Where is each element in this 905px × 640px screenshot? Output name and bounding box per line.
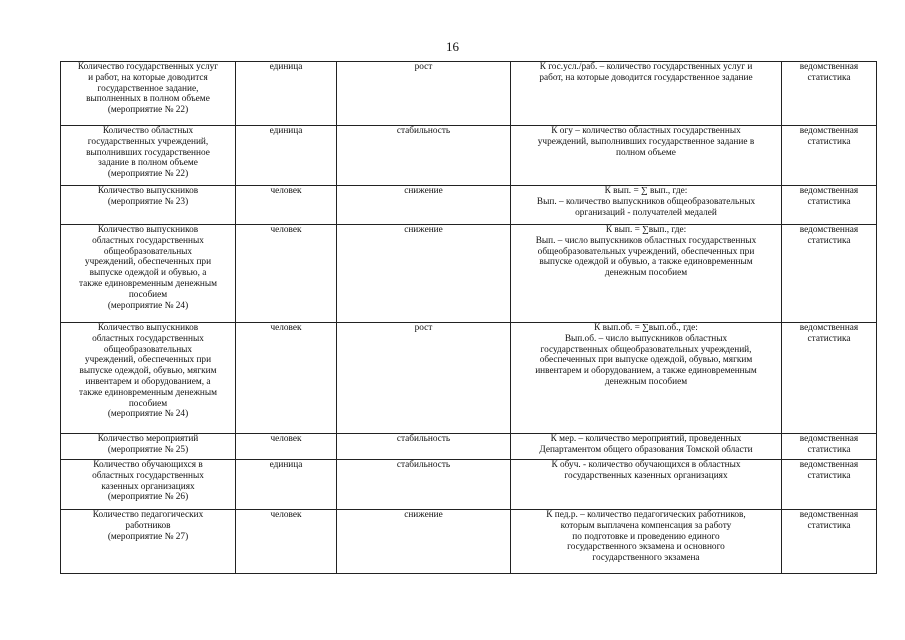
source-cell: ведомственная статистика xyxy=(782,460,877,510)
indicator-name-line: работников xyxy=(125,520,171,531)
indicator-name-line: также единовременным денежным xyxy=(79,278,217,289)
indicator-name-cell xyxy=(61,323,236,434)
indicator-name-line: (мероприятие № 23) xyxy=(107,196,189,207)
unit-cell: единица xyxy=(236,460,337,510)
calculation-cell xyxy=(511,510,782,574)
table-row xyxy=(61,510,877,574)
indicator-name-cell xyxy=(61,225,236,323)
indicator-name-line: (мероприятие № 24) xyxy=(107,409,189,420)
calculation-line: Вып.об. – число выпускников областных xyxy=(564,333,728,344)
calculation-line: полном объеме xyxy=(616,147,676,158)
calculation-line: инвентарем и оборудованием, а также единовременным xyxy=(535,366,757,377)
calculation-line: государственных общеобразовательных учреждений, xyxy=(540,344,752,355)
calculation-line: обеспеченных при выпуске одеждой, обувью, мягким xyxy=(539,355,753,366)
indicator-name-line: выполненных в полном объеме xyxy=(86,94,210,105)
indicator-name-line: (мероприятие № 22) xyxy=(107,105,189,116)
table-row xyxy=(61,323,877,434)
calculation-cell xyxy=(511,62,782,126)
unit-cell: человек xyxy=(236,510,337,574)
dynamics-cell: стабильность xyxy=(337,126,511,186)
indicator-name-cell xyxy=(61,186,236,225)
calculation-line: К вып.об. = ∑вып.об., где: xyxy=(594,323,698,333)
source-cell: ведомственная статистика xyxy=(782,62,877,126)
calculation-line: К гос.усл./раб. – количество государственных услуг и xyxy=(539,62,753,72)
indicator-name-line: задание в полном объеме xyxy=(98,158,198,169)
indicator-name-line: казенных организациях xyxy=(101,481,195,492)
indicator-name-line: государственных учреждений, xyxy=(87,136,209,147)
calculation-line: учреждений, выполнивших государственное задание в xyxy=(537,136,755,147)
calculation-line: К огу – количество областных государственных xyxy=(551,126,741,136)
table-row xyxy=(61,460,877,510)
indicator-name-line: областных государственных xyxy=(92,470,204,481)
calculation-line: выпуске одеждой и обувью, а также единовременным xyxy=(539,257,753,268)
calculation-cell xyxy=(511,323,782,434)
indicator-name-line: Количество выпускников xyxy=(97,186,199,196)
indicator-name-line: (мероприятие № 26) xyxy=(107,492,189,503)
source-cell: ведомственная статистика xyxy=(782,434,877,460)
indicator-name-line: (мероприятие № 27) xyxy=(107,531,189,542)
indicator-name-line: также единовременным денежным xyxy=(79,387,217,398)
source-cell: ведомственная статистика xyxy=(782,510,877,574)
dynamics-cell: снижение xyxy=(337,186,511,225)
indicator-name-line: учреждений, обеспеченных при xyxy=(84,355,212,366)
indicator-name-line: общеобразовательных xyxy=(103,246,193,257)
table-body xyxy=(61,62,877,574)
calculation-cell xyxy=(511,225,782,323)
indicator-name-line: Количество обучающихся в xyxy=(93,460,203,470)
calculation-line: К пед.р. – количество педагогических работников, xyxy=(546,510,746,520)
calculation-line: государственных казенных организациях xyxy=(564,470,728,481)
indicator-name-line: Количество педагогических xyxy=(92,510,204,520)
indicator-name-cell xyxy=(61,126,236,186)
calculation-line: общеобразовательных учреждений, обеспеченных при xyxy=(537,246,755,257)
indicator-name-cell xyxy=(61,460,236,510)
calculation-line: которым выплачена компенсация за работу xyxy=(560,520,732,531)
unit-cell: единица xyxy=(236,62,337,126)
calculation-line: денежным пособием xyxy=(604,268,688,279)
dynamics-cell: стабильность xyxy=(337,460,511,510)
unit-cell: человек xyxy=(236,186,337,225)
unit-cell: человек xyxy=(236,225,337,323)
calculation-line: Вып. – количество выпускников общеобразовательных xyxy=(536,196,756,207)
indicator-name-cell xyxy=(61,510,236,574)
indicator-name-line: общеобразовательных xyxy=(103,344,193,355)
page-number: 16 xyxy=(446,39,459,54)
indicator-name-line: Количество мероприятий xyxy=(97,434,199,444)
indicator-name-line: Количество выпускников xyxy=(97,225,199,235)
unit-cell: единица xyxy=(236,126,337,186)
source-cell: ведомственная статистика xyxy=(782,126,877,186)
indicator-name-line: (мероприятие № 22) xyxy=(107,169,189,180)
table-row xyxy=(61,186,877,225)
table-row xyxy=(61,126,877,186)
indicator-name-line: выпуске одеждой и обувью, а xyxy=(89,268,207,279)
indicator-name-cell xyxy=(61,62,236,126)
source-cell: ведомственная статистика xyxy=(782,225,877,323)
indicators-table xyxy=(60,61,877,574)
table-row xyxy=(61,434,877,460)
table-row xyxy=(61,225,877,323)
indicator-name-line: (мероприятие № 25) xyxy=(107,444,189,455)
indicator-name-cell xyxy=(61,434,236,460)
indicator-name-line: областных государственных xyxy=(92,235,204,246)
calculation-line: денежным пособием xyxy=(604,376,688,387)
calculation-line: по подготовке и проведению единого xyxy=(572,531,720,542)
indicator-name-line: Количество государственных услуг xyxy=(77,62,219,72)
calculation-line: работ, на которые доводится государственное задание xyxy=(539,72,753,83)
dynamics-cell: снижение xyxy=(337,510,511,574)
indicator-name-line: пособием xyxy=(128,398,168,409)
source-cell: ведомственная статистика xyxy=(782,323,877,434)
indicator-name-line: областных государственных xyxy=(92,333,204,344)
calculation-line: К обуч. - количество обучающихся в областных xyxy=(551,460,741,470)
unit-cell: человек xyxy=(236,434,337,460)
calculation-line: организаций - получателей медалей xyxy=(575,207,717,218)
calculation-line: Департаментом общего образования Томской области xyxy=(539,444,753,455)
source-cell: ведомственная статистика xyxy=(782,186,877,225)
indicator-name-line: учреждений, обеспеченных при xyxy=(84,257,212,268)
calculation-cell xyxy=(511,186,782,225)
dynamics-cell: стабильность xyxy=(337,434,511,460)
indicator-name-line: Количество выпускников xyxy=(97,323,199,333)
calculation-line: К мер. – количество мероприятий, проведенных xyxy=(550,434,742,444)
indicator-name-line: выпуске одеждой, обувью, мягким xyxy=(79,366,217,377)
calculation-line: государственного экзамена и основного xyxy=(567,542,725,553)
indicator-name-line: государственное задание, xyxy=(97,83,199,94)
indicator-name-line: Количество областных xyxy=(102,126,194,136)
indicator-name-line: и работ, на которые доводится xyxy=(88,72,208,83)
dynamics-cell: рост xyxy=(337,323,511,434)
calculation-cell xyxy=(511,434,782,460)
calculation-line: Вып. – число выпускников областных государственных xyxy=(535,235,757,246)
indicator-name-line: инвентарем и оборудованием, а xyxy=(85,376,211,387)
dynamics-cell: рост xyxy=(337,62,511,126)
calculation-cell xyxy=(511,126,782,186)
indicator-name-line: выполнивших государственное xyxy=(86,147,210,158)
dynamics-cell: снижение xyxy=(337,225,511,323)
calculation-line: государственного экзамена xyxy=(592,553,700,564)
unit-cell: человек xyxy=(236,323,337,434)
calculation-cell xyxy=(511,460,782,510)
indicator-name-line: пособием xyxy=(128,289,168,300)
indicator-name-line: (мероприятие № 24) xyxy=(107,300,189,311)
calculation-line: К вып. = ∑ вып., где: xyxy=(604,186,688,196)
calculation-line: К вып. = ∑вып., где: xyxy=(605,225,687,235)
table-row xyxy=(61,62,877,126)
